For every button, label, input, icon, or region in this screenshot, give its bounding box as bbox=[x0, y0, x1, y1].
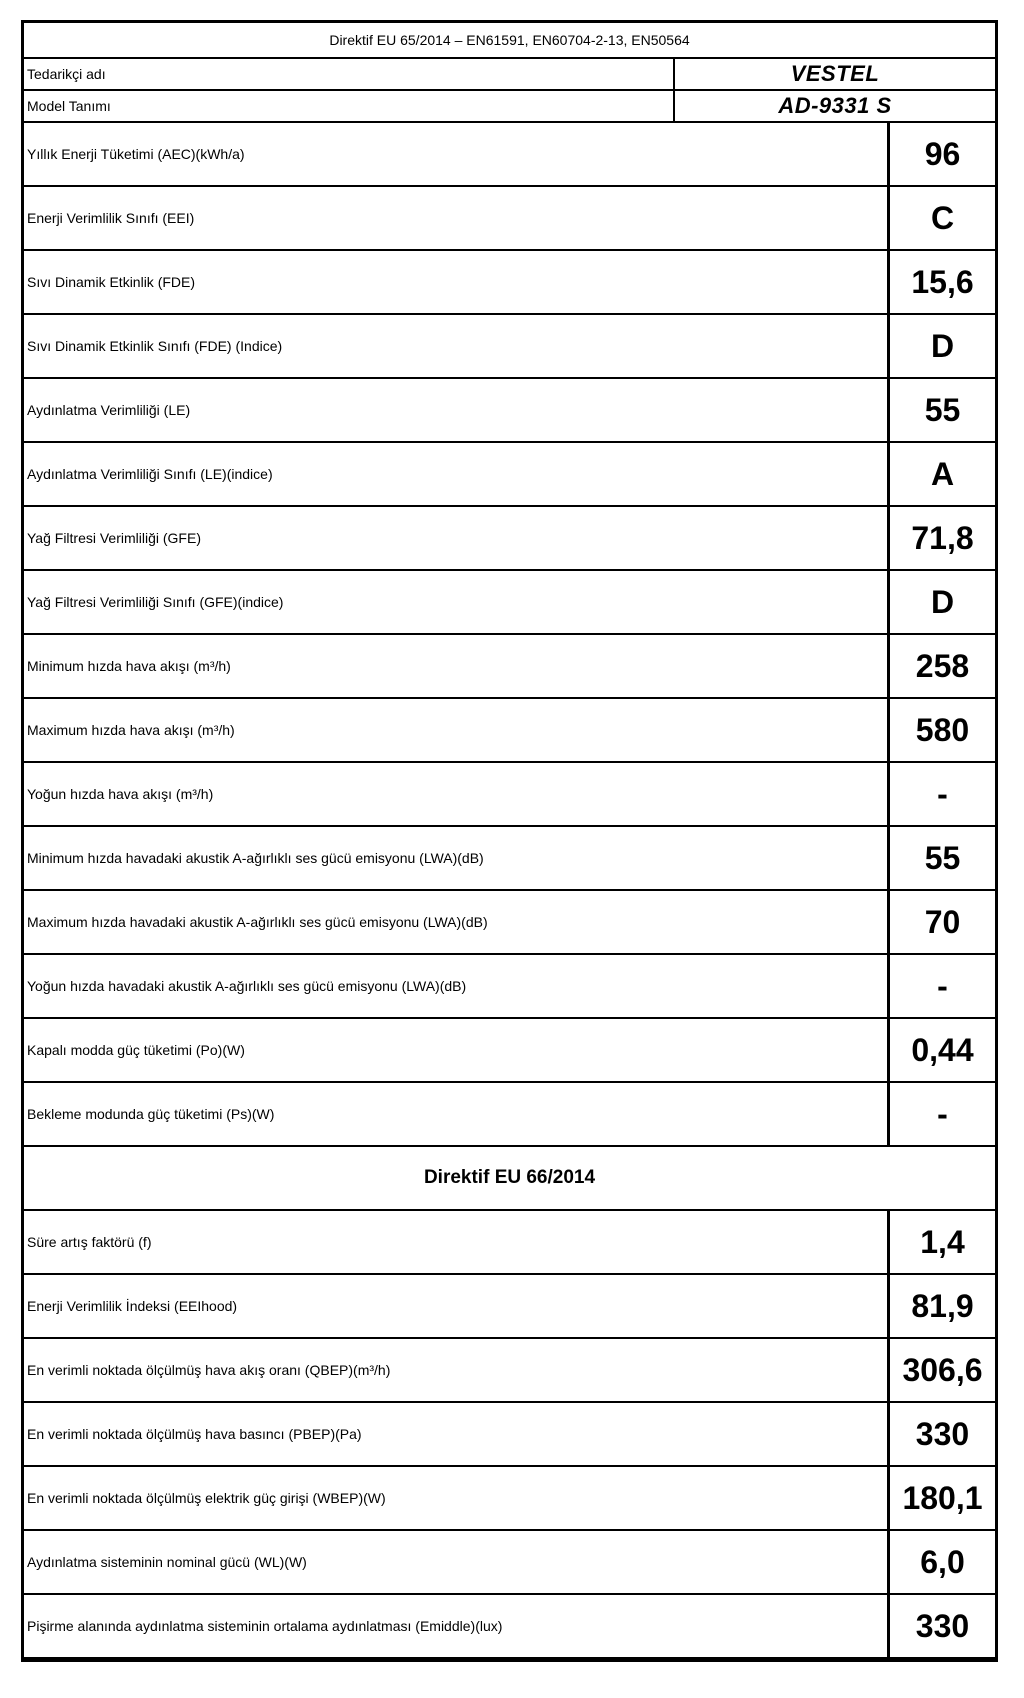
row-label: Yağ Filtresi Verimliliği (GFE) bbox=[24, 507, 890, 569]
table-row bbox=[24, 507, 995, 571]
row-value: 81,9 bbox=[911, 1287, 974, 1324]
row-label: Sıvı Dinamik Etkinlik Sınıfı (FDE) (Indice) bbox=[24, 315, 890, 377]
row-value: 15,6 bbox=[911, 263, 974, 300]
table-row bbox=[24, 891, 995, 955]
row-label: En verimli noktada ölçülmüş hava basıncı (PBEP)(Pa) bbox=[24, 1403, 890, 1465]
row-label: Enerji Verimlilik İndeksi (EEIhood) bbox=[24, 1275, 890, 1337]
row-label: Yağ Filtresi Verimliliği Sınıfı (GFE)(indice) bbox=[24, 571, 890, 633]
row-value: C bbox=[930, 199, 955, 236]
row-label: En verimli noktada ölçülmüş hava akış oranı (QBEP)(m³/h) bbox=[24, 1339, 890, 1401]
table-row bbox=[24, 123, 995, 187]
section2-title: Direktif EU 66/2014 bbox=[423, 1167, 596, 1188]
table-row bbox=[24, 1403, 995, 1467]
row-label: Kapalı modda güç tüketimi (Po)(W) bbox=[24, 1019, 890, 1081]
row-label: Yıllık Enerji Tüketimi (AEC)(kWh/a) bbox=[24, 123, 890, 185]
table-row bbox=[24, 443, 995, 507]
row-label: Aydınlatma Verimliliği Sınıfı (LE)(indice) bbox=[24, 443, 890, 505]
model-value: AD-9331 S bbox=[778, 93, 892, 118]
row-value: 1,4 bbox=[920, 1223, 965, 1260]
directive-header: Direktif EU 65/2014 – EN61591, EN60704-2-13, EN50564 bbox=[329, 32, 690, 48]
row-label: Bekleme modunda güç tüketimi (Ps)(W) bbox=[24, 1083, 890, 1145]
supplier-row bbox=[24, 59, 995, 91]
table-row bbox=[24, 1467, 995, 1531]
row-label: Maximum hızda hava akışı (m³/h) bbox=[24, 699, 890, 761]
row-value: 180,1 bbox=[902, 1479, 983, 1516]
table-row bbox=[24, 955, 995, 1019]
table-row bbox=[24, 1083, 995, 1147]
product-fiche-table bbox=[21, 20, 998, 1662]
row-label: Enerji Verimlilik Sınıfı (EEI) bbox=[24, 187, 890, 249]
row-label: Süre artış faktörü (f) bbox=[24, 1211, 890, 1273]
row-label: En verimli noktada ölçülmüş elektrik güç girişi (WBEP)(W) bbox=[24, 1467, 890, 1529]
model-row bbox=[24, 91, 995, 123]
table-row bbox=[24, 1019, 995, 1083]
table-row bbox=[24, 763, 995, 827]
row-label: Sıvı Dinamik Etkinlik (FDE) bbox=[24, 251, 890, 313]
row-label: Yoğun hızda havadaki akustik A-ağırlıklı ses gücü emisyonu (LWA)(dB) bbox=[24, 955, 890, 1017]
table-row bbox=[24, 187, 995, 251]
row-value: D bbox=[930, 327, 955, 364]
row-value: A bbox=[930, 455, 955, 492]
table-row bbox=[24, 1275, 995, 1339]
supplier-value: VESTEL bbox=[790, 61, 880, 86]
row-label: Minimum hızda havadaki akustik A-ağırlıklı ses gücü emisyonu (LWA)(dB) bbox=[24, 827, 890, 889]
table-row bbox=[24, 1595, 995, 1659]
table-row bbox=[24, 1531, 995, 1595]
row-value: 6,0 bbox=[920, 1543, 965, 1580]
table-row bbox=[24, 571, 995, 635]
row-value: - bbox=[937, 967, 948, 1004]
row-value: 306,6 bbox=[902, 1351, 983, 1388]
directive-header-row bbox=[24, 23, 995, 59]
row-label: Aydınlatma Verimliliği (LE) bbox=[24, 379, 890, 441]
model-label: Model Tanımı bbox=[24, 91, 675, 121]
row-value: 580 bbox=[915, 711, 970, 748]
supplier-label: Tedarikçi adı bbox=[24, 59, 675, 89]
row-value: D bbox=[930, 583, 955, 620]
table-row bbox=[24, 699, 995, 763]
row-label: Pişirme alanında aydınlatma sisteminin ortalama aydınlatması (Emiddle)(lux) bbox=[24, 1595, 890, 1657]
row-value: 70 bbox=[924, 903, 961, 940]
row-value: 96 bbox=[924, 135, 961, 172]
table-row bbox=[24, 379, 995, 443]
row-value: - bbox=[937, 1095, 948, 1132]
table-row bbox=[24, 635, 995, 699]
row-value: 55 bbox=[924, 391, 961, 428]
table-row bbox=[24, 1211, 995, 1275]
table-row bbox=[24, 315, 995, 379]
row-value: - bbox=[937, 775, 948, 812]
row-value: 71,8 bbox=[911, 519, 974, 556]
table-row bbox=[24, 827, 995, 891]
row-value: 55 bbox=[924, 839, 961, 876]
row-label: Maximum hızda havadaki akustik A-ağırlıklı ses gücü emisyonu (LWA)(dB) bbox=[24, 891, 890, 953]
section2-header-row bbox=[24, 1147, 995, 1211]
row-label: Yoğun hızda hava akışı (m³/h) bbox=[24, 763, 890, 825]
table-row bbox=[24, 1339, 995, 1403]
row-label: Aydınlatma sisteminin nominal gücü (WL)(W) bbox=[24, 1531, 890, 1593]
table-row bbox=[24, 251, 995, 315]
row-value: 330 bbox=[915, 1607, 970, 1644]
row-value: 0,44 bbox=[911, 1031, 974, 1068]
row-label: Minimum hızda hava akışı (m³/h) bbox=[24, 635, 890, 697]
row-value: 258 bbox=[915, 647, 970, 684]
row-value: 330 bbox=[915, 1415, 970, 1452]
